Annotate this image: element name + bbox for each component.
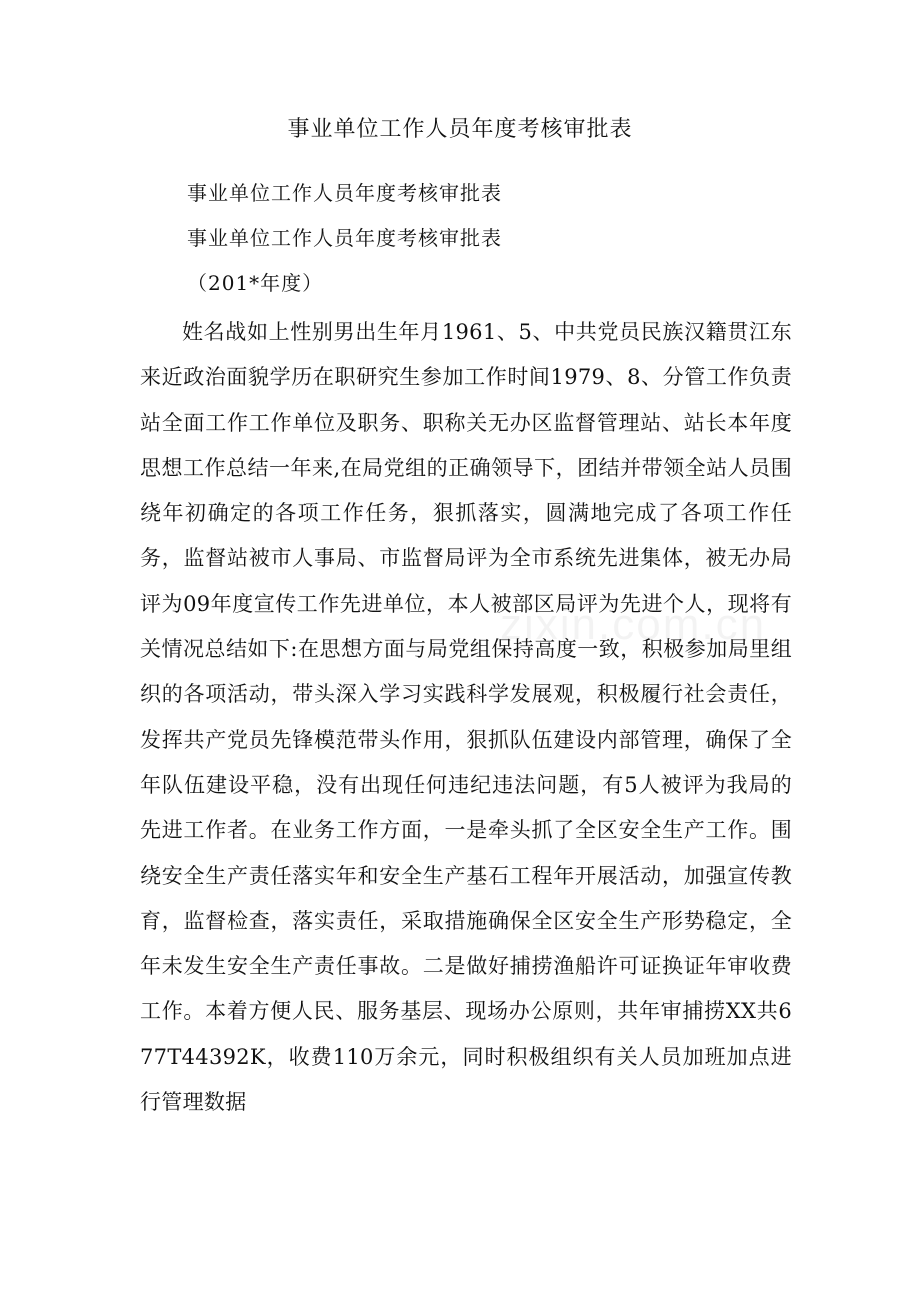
document-title: 事业单位工作人员年度考核审批表 xyxy=(287,117,633,142)
year-note: （201*年度） xyxy=(187,271,324,295)
document-subtitle: 事业单位工作人员年度考核审批表 xyxy=(187,181,502,205)
document-subtitle: 事业单位工作人员年度考核审批表 xyxy=(187,226,502,250)
body-paragraph: 姓名战如上性别男出生年月1961、5、中共党员民族汉籍贯江东来近政治面貌学历在职研究生参加工作时间1979、8、分管工作负责站全面工作工作单位及职务、职称关无办区监督管理站、站长本年度思想工作总结一年来,在局党组的正确领导下，团结并带领全站人员围绕年初确定的各项工作任务，狠抓落实，圆满地完成了各项工作任务，监督站被市人事局、市监督局评为全市系统先进集体，被无办局评为09年度宣传工作先进单位，本人被部区局评为先进个人，现将有关情况总结如下:在思想方面与局党组保持高度一致，积极参加局里组织的各项活动，带头深入学习实践科学发展观，积极履行社会责任，发挥共产党员先锋模范带头作用，狠抓队伍建设内部管理，确保了全年队伍建设平稳，没有出现任何违纪违法问题，有5人被评为我局的先进工作者。在业务工作方面，一是牵头抓了全区安全生产工作。围绕安全生产责任落实年和安全生产基石工程年开展活动，加强宣传教育，监督检查，落实责任，采取措施确保全区安全生产形势稳定，全年未发生安全生产责任事故。二是做好捕捞渔船许可证换证年审收费工作。本着方便人民、服务基层、现场办公原则，共年审捕捞XX共677T44392K，收费110万余元，同时积极组织有关人员加班加点进行管理数据 xyxy=(140,320,792,1115)
